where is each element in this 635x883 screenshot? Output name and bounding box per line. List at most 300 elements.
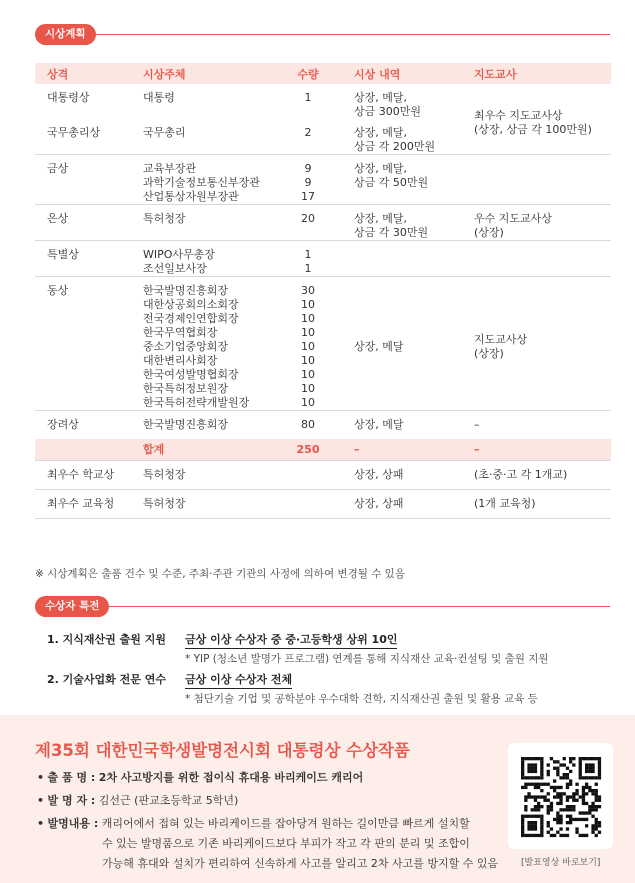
winner-title: 제35회 대한민국학생발명전시회 대통령상 수상작품 <box>35 741 410 760</box>
qr-module <box>566 783 569 786</box>
award-cell: 상장, 메달 <box>342 411 462 440</box>
qr-module <box>595 824 598 827</box>
qr-module <box>547 773 550 776</box>
org-cell: 한국발명진흥회장 <box>131 411 274 440</box>
teacher-cell: 최우수 지도교사상 (상장, 상금 각 100만원) <box>474 108 592 136</box>
qr-module <box>598 776 601 779</box>
qr-module <box>585 767 588 770</box>
qr-module <box>598 773 601 776</box>
qr-module <box>566 821 569 824</box>
qr-module <box>534 757 537 760</box>
qr-module <box>591 767 594 770</box>
qr-module <box>540 770 543 773</box>
grade-cell: 국무총리상 <box>47 126 101 139</box>
qr-module <box>572 795 575 798</box>
qr-module <box>537 776 540 779</box>
qr-module <box>524 799 527 802</box>
qr-module <box>540 783 543 786</box>
count-cell: 2 <box>304 126 312 139</box>
qr-module <box>563 792 566 795</box>
org-cell: WIPO사무총장 조선일보사장 <box>131 241 274 277</box>
qr-module <box>556 831 559 834</box>
qr-module <box>534 808 537 811</box>
qr-code[interactable] <box>508 743 613 849</box>
header-teacher: 지도교사 <box>462 63 611 84</box>
qr-module <box>527 815 530 818</box>
qr-module <box>556 760 559 763</box>
award-cell: 상장, 메달, 상금 각 200만원 <box>354 126 436 153</box>
qr-module <box>591 827 594 830</box>
qr-module <box>595 834 598 837</box>
qr-module <box>582 818 585 821</box>
qr-module <box>534 786 537 789</box>
qr-module <box>531 821 534 824</box>
qr-module <box>585 811 588 814</box>
qr-module <box>572 799 575 802</box>
qr-module <box>595 805 598 808</box>
plan-section-header <box>35 24 610 45</box>
qr-module <box>582 811 585 814</box>
award-cell <box>342 241 462 277</box>
org-cell: 특허청장 <box>131 460 274 489</box>
qr-module <box>537 834 540 837</box>
qr-module <box>566 767 569 770</box>
qr-module <box>556 767 559 770</box>
qr-module <box>521 834 524 837</box>
inventor-key: 발 명 자 : <box>47 794 96 807</box>
qr-module <box>566 815 569 818</box>
qr-module <box>588 786 591 789</box>
grade-cell: 최우수 학교상 <box>35 460 131 489</box>
qr-module <box>547 783 550 786</box>
qr-module <box>550 802 553 805</box>
qr-module <box>531 827 534 830</box>
qr-module <box>559 818 562 821</box>
teacher-cell: – <box>462 411 611 440</box>
total-teacher: – <box>462 439 611 460</box>
table-row <box>35 84 611 119</box>
qr-module <box>534 821 537 824</box>
qr-module <box>531 776 534 779</box>
qr-module <box>550 805 553 808</box>
qr-module <box>534 805 537 808</box>
qr-module <box>579 834 582 837</box>
qr-module <box>559 834 562 837</box>
qr-module <box>550 827 553 830</box>
qr-module <box>556 773 559 776</box>
qr-module <box>595 799 598 802</box>
qr-module <box>524 834 527 837</box>
award-cell: 상장, 메달 <box>342 277 462 411</box>
qr-module <box>582 802 585 805</box>
table-row <box>35 460 611 489</box>
qr-module <box>553 767 556 770</box>
qr-module <box>547 824 550 827</box>
plan-note: ※ 시상계획은 출품 건수 및 수준, 주최·주관 기관의 사정에 의하여 변경될 수 있음 <box>35 568 405 580</box>
qr-module <box>563 763 566 766</box>
qr-module <box>585 818 588 821</box>
qr-module <box>569 815 572 818</box>
qr-module <box>595 795 598 798</box>
qr-module <box>527 770 530 773</box>
qr-module <box>540 805 543 808</box>
qr-module <box>598 799 601 802</box>
total-empty-cell <box>35 439 131 460</box>
qr-module <box>579 760 582 763</box>
entry-name-key: 출 품 명 : <box>47 771 96 784</box>
qr-module <box>553 779 556 782</box>
qr-module <box>575 827 578 830</box>
qr-module <box>572 792 575 795</box>
qr-caption[interactable]: [발표영상 바로보기] <box>521 858 601 868</box>
qr-module <box>524 757 527 760</box>
award-cell: 상장, 메달, 상금 각 50만원 <box>342 155 462 205</box>
qr-module <box>521 770 524 773</box>
qr-module <box>585 824 588 827</box>
qr-module <box>550 786 553 789</box>
qr-module <box>563 773 566 776</box>
qr-module <box>559 802 562 805</box>
benefit-sub: * YIP (청소년 발명가 프로그램) 연계를 통해 지식재산 교육·컨설팅 및 출원 지원 <box>185 653 549 665</box>
qr-module <box>595 776 598 779</box>
qr-module <box>579 818 582 821</box>
qr-module <box>588 757 591 760</box>
qr-module <box>579 811 582 814</box>
qr-module <box>569 760 572 763</box>
count-cell <box>274 460 342 489</box>
qr-module <box>582 786 585 789</box>
teacher-cell: 우수 지도교사상 (상장) <box>462 205 611 241</box>
qr-module <box>566 795 569 798</box>
award-plan-table <box>35 63 611 519</box>
qr-module <box>566 776 569 779</box>
qr-module <box>559 786 562 789</box>
description-line: 수 있는 발명품으로 기존 바리케이드보다 부피가 작고 각 판의 분리 및 조합이 <box>102 837 470 850</box>
qr-module <box>527 776 530 779</box>
qr-module <box>588 767 591 770</box>
count-cell: 30 10 10 10 10 10 10 10 10 <box>274 277 342 411</box>
qr-module <box>585 834 588 837</box>
qr-module <box>540 831 543 834</box>
qr-module <box>534 799 537 802</box>
qr-module <box>556 786 559 789</box>
qr-module <box>566 834 569 837</box>
qr-module <box>598 821 601 824</box>
qr-module <box>591 763 594 766</box>
org-cell: 국무총리 <box>143 126 186 139</box>
qr-module <box>559 792 562 795</box>
qr-module <box>569 783 572 786</box>
qr-module <box>521 760 524 763</box>
award-cell: 상장, 메달, 상금 각 30만원 <box>342 205 462 241</box>
qr-module <box>563 776 566 779</box>
org-cell: 특허청장 <box>131 489 274 518</box>
qr-module <box>572 805 575 808</box>
award-cell: 상장, 상패 <box>342 460 462 489</box>
count-cell: 80 <box>274 411 342 440</box>
qr-module <box>559 821 562 824</box>
qr-module <box>582 757 585 760</box>
qr-module <box>540 767 543 770</box>
qr-module <box>585 783 588 786</box>
qr-module <box>579 757 582 760</box>
description-line: 가능해 휴대와 설치가 편리하여 신속하게 사고를 알리고 2차 사고를 방지할 수 있음 <box>102 857 499 870</box>
org-cell: 교육부장관 과학기술정보통신부장관 산업통상자원부장관 <box>131 155 274 205</box>
qr-module <box>595 818 598 821</box>
qr-module <box>553 786 556 789</box>
grade-cell: 금상 <box>35 155 131 205</box>
org-cell: 특허청장 <box>131 205 274 241</box>
qr-module <box>579 773 582 776</box>
qr-module <box>569 757 572 760</box>
qr-module <box>553 789 556 792</box>
qr-module <box>521 821 524 824</box>
grade-cell: 은상 <box>35 205 131 241</box>
qr-module <box>524 776 527 779</box>
qr-module <box>563 757 566 760</box>
qr-module <box>531 767 534 770</box>
table-row <box>35 205 611 241</box>
qr-module <box>531 763 534 766</box>
qr-module <box>575 799 578 802</box>
qr-module <box>531 834 534 837</box>
qr-module <box>563 808 566 811</box>
qr-module <box>572 808 575 811</box>
qr-module <box>588 770 591 773</box>
qr-module <box>575 792 578 795</box>
table-row <box>35 155 611 205</box>
inventor-row <box>37 792 238 808</box>
qr-module <box>521 776 524 779</box>
qr-module <box>591 770 594 773</box>
qr-module <box>575 789 578 792</box>
header-award: 시상 내역 <box>342 63 462 84</box>
qr-module <box>582 799 585 802</box>
header-grade: 상격 <box>35 63 131 84</box>
qr-module <box>566 799 569 802</box>
header-count: 수량 <box>274 63 342 84</box>
entry-name-value: 2차 사고방지를 위한 접이식 휴대용 바리케이드 캐리어 <box>98 771 364 784</box>
qr-module <box>550 834 553 837</box>
qr-module <box>547 770 550 773</box>
qr-module <box>591 757 594 760</box>
divider <box>109 606 610 607</box>
qr-module <box>524 808 527 811</box>
qr-module <box>527 757 530 760</box>
qr-module <box>579 776 582 779</box>
qr-module <box>585 786 588 789</box>
qr-module <box>556 792 559 795</box>
qr-module <box>531 770 534 773</box>
qr-module <box>521 831 524 834</box>
qr-module <box>588 763 591 766</box>
qr-module <box>537 783 540 786</box>
qr-module <box>521 767 524 770</box>
qr-module <box>566 786 569 789</box>
qr-module <box>534 783 537 786</box>
qr-module <box>547 831 550 834</box>
count-cell: 1 1 <box>274 241 342 277</box>
qr-module <box>588 789 591 792</box>
benefit-sub: * 첨단기술 기업 및 공학분야 우수대학 견학, 지식재산권 출원 및 활용 교육 등 <box>185 693 538 705</box>
benefits-section-header <box>35 596 610 617</box>
total-count: 250 <box>274 439 342 460</box>
qr-module <box>591 805 594 808</box>
count-cell: 20 <box>274 205 342 241</box>
qr-module <box>543 783 546 786</box>
qr-module <box>531 824 534 827</box>
qr-module <box>588 808 591 811</box>
qr-module <box>556 821 559 824</box>
benefit-label: 2. 기술사업화 전문 연수 <box>47 673 166 686</box>
teacher-cell <box>462 241 611 277</box>
qr-module <box>591 792 594 795</box>
qr-module <box>527 792 530 795</box>
qr-module <box>582 795 585 798</box>
qr-module <box>579 770 582 773</box>
qr-module <box>524 786 527 789</box>
qr-module <box>550 757 553 760</box>
qr-module <box>537 805 540 808</box>
qr-module <box>569 808 572 811</box>
grade-cell: 대통령상 <box>47 91 90 104</box>
qr-module <box>559 776 562 779</box>
qr-module <box>537 815 540 818</box>
qr-module <box>540 795 543 798</box>
qr-module <box>553 760 556 763</box>
qr-code-icon <box>508 743 613 849</box>
qr-module <box>588 805 591 808</box>
qr-module <box>569 821 572 824</box>
qr-module <box>521 786 524 789</box>
bullet: • <box>37 794 45 807</box>
qr-module <box>572 818 575 821</box>
inventor-value: 김선근 (판교초등학교 5학년) <box>98 794 239 807</box>
benefit-label: 1. 지식재산권 출원 지원 <box>47 633 166 646</box>
qr-module <box>553 818 556 821</box>
qr-module <box>521 827 524 830</box>
qr-module <box>556 811 559 814</box>
qr-module <box>531 757 534 760</box>
qr-module <box>598 763 601 766</box>
table-row <box>35 277 611 411</box>
qr-module <box>547 821 550 824</box>
qr-module <box>540 789 543 792</box>
qr-module <box>559 808 562 811</box>
qr-module <box>595 757 598 760</box>
qr-module <box>524 815 527 818</box>
qr-module <box>566 805 569 808</box>
qr-module <box>595 792 598 795</box>
qr-module <box>547 805 550 808</box>
qr-module <box>534 824 537 827</box>
qr-module <box>531 783 534 786</box>
table-row <box>35 241 611 277</box>
qr-module <box>527 821 530 824</box>
qr-module <box>591 776 594 779</box>
qr-module <box>598 760 601 763</box>
award-cell: 상장, 상패 <box>342 489 462 518</box>
qr-module <box>588 776 591 779</box>
qr-module <box>585 770 588 773</box>
benefits-section-label: 수상자 특전 <box>35 596 109 617</box>
header-org: 시상주체 <box>131 63 274 84</box>
qr-module <box>527 783 530 786</box>
qr-module <box>524 805 527 808</box>
qr-module <box>559 827 562 830</box>
qr-module <box>550 808 553 811</box>
qr-module <box>540 834 543 837</box>
qr-module <box>598 757 601 760</box>
qr-module <box>585 757 588 760</box>
qr-module <box>591 824 594 827</box>
qr-module <box>591 815 594 818</box>
total-row <box>35 439 611 460</box>
count-cell <box>274 489 342 518</box>
qr-module <box>540 776 543 779</box>
qr-module <box>579 763 582 766</box>
qr-module <box>585 802 588 805</box>
qr-module <box>575 818 578 821</box>
qr-module <box>559 795 562 798</box>
qr-module <box>531 815 534 818</box>
qr-module <box>595 783 598 786</box>
qr-module <box>521 773 524 776</box>
qr-module <box>582 776 585 779</box>
qr-module <box>540 773 543 776</box>
qr-module <box>585 776 588 779</box>
qr-module <box>553 795 556 798</box>
qr-module <box>540 818 543 821</box>
qr-module <box>534 795 537 798</box>
qr-module <box>598 795 601 798</box>
qr-module <box>566 773 569 776</box>
bullet: • <box>37 817 45 830</box>
qr-module <box>547 799 550 802</box>
qr-module <box>591 831 594 834</box>
qr-module <box>534 815 537 818</box>
qr-module <box>534 776 537 779</box>
benefit-value: 금상 이상 수상자 전체 <box>185 671 292 689</box>
qr-module <box>591 789 594 792</box>
qr-module <box>540 763 543 766</box>
qr-module <box>521 818 524 821</box>
qr-module <box>527 767 530 770</box>
divider <box>96 34 610 35</box>
table-row <box>35 411 611 440</box>
description-line: 캐리어에서 접혀 있는 바리케이드를 잡아당겨 원하는 길이만큼 빠르게 설치할 <box>101 817 470 830</box>
qr-module <box>524 783 527 786</box>
qr-module <box>534 827 537 830</box>
qr-module <box>540 815 543 818</box>
qr-module <box>531 795 534 798</box>
benefit-value: 금상 이상 수상자 중 중·고등학생 상위 10인 <box>185 631 397 649</box>
qr-module <box>566 808 569 811</box>
qr-module <box>527 834 530 837</box>
qr-module <box>598 805 601 808</box>
qr-module <box>537 802 540 805</box>
qr-module <box>569 779 572 782</box>
qr-module <box>579 795 582 798</box>
qr-module <box>575 831 578 834</box>
qr-module <box>598 770 601 773</box>
qr-module <box>540 757 543 760</box>
teacher-cell: (초·중·고 각 1개교) <box>462 460 611 489</box>
qr-module <box>569 805 572 808</box>
qr-module <box>537 757 540 760</box>
org-cell: 대통령 <box>143 91 175 104</box>
qr-module <box>579 767 582 770</box>
